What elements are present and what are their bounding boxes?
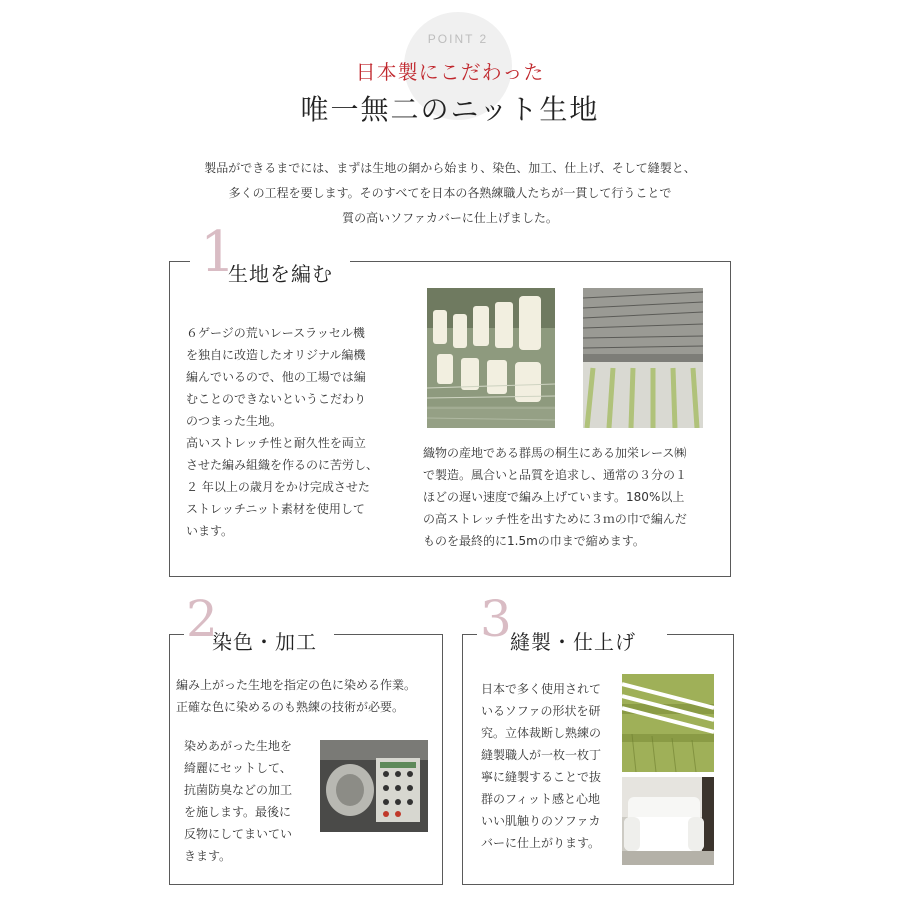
text-line: を独自に改造したオリジナル編機 [186,348,366,362]
white-sofa-photo [622,777,714,865]
step1-title: 生地を編む [228,262,333,286]
dyeing-machine-photo [320,740,428,832]
section-subtitle: 日本製にこだわった [355,60,545,84]
text-line: ほどの遅い速度で編み上げています。180%以上 [423,490,685,504]
step2-top-text [176,674,438,718]
knitting-machine-photo [427,288,555,428]
text-line: 染めあがった生地を [184,739,293,753]
step1-right-text [423,442,723,552]
text-line: 織物の産地である群馬の桐生にある加栄レース㈱ [423,446,687,460]
text-line: ものを最終的に1.5mの巾まで縮めます。 [423,534,645,548]
text-line: きます。 [184,849,232,863]
text-line: いい肌触りのソファカ [481,814,601,828]
text-line: 日本で多く使用されて [481,682,602,696]
text-line: います。 [186,524,234,538]
text-line: バーに仕上がります。 [481,836,601,850]
sewn-fabric-photo [622,674,714,772]
text-line: の高ストレッチ性を出すために３ｍの巾で編んだ [423,512,687,526]
text-line: ２ 年以上の歳月をかけ完成させた [186,480,370,494]
text-line: 編み上がった生地を指定の色に染める作業。 [176,678,417,692]
section-title: 唯一無二のニット生地 [300,93,600,126]
step1-left-text [186,322,406,542]
step1-number: 1 [200,220,236,285]
text-line: のつまった生地。 [186,414,283,428]
step2-left-text [184,735,314,867]
step3-left-text [481,678,621,854]
text-line: で製造。風合いと品質を追求し、通常の３分の１ [423,468,688,482]
text-line: 抗菌防臭などの加工 [184,783,293,797]
intro-line: 質の高いソファカバーに仕上げました。 [342,211,558,225]
text-line: 群のフィット感と心地 [481,792,601,806]
text-line: を施します。最後に [184,805,292,819]
step2-title: 染色・加工 [212,630,317,654]
text-line: させた編み組織を作るのに苦労し、 [186,458,379,472]
text-line: ストレッチニット素材を使用して [186,502,365,516]
text-line: いるソファの形状を研 [481,704,601,718]
text-line: 縫製職人が一枚一枚丁 [481,748,602,762]
step2-number: 2 [186,590,218,648]
text-line: 編んでいるので、他の工場では編 [186,370,366,384]
intro-line: 多くの工程を要します。そのすべてを日本の各熟練職人たちが一貫して行うことで [228,186,672,200]
point-label: POINT 2 [427,32,489,46]
step3-title: 縫製・仕上げ [510,630,636,654]
step3-number: 3 [480,590,512,648]
text-line: 正確な色に染めるのも熟練の技術が必要。 [176,700,405,714]
text-line: むことのできないというこだわり [186,392,367,406]
lace-fabric-photo [583,288,703,428]
intro-text [0,156,900,231]
text-line: 反物にしてまいてい [184,827,293,841]
text-line: 高いストレッチ性と耐久性を両立 [186,436,366,450]
text-line: 綺麗にセットして、 [184,761,292,775]
text-line: 寧に縫製することで抜 [481,770,602,784]
text-line: ６ゲージの荒いレースラッセル機 [186,326,365,340]
intro-line: 製品ができるまでには、まずは生地の網から始まり、染色、加工、仕上げ、そして縫製と、 [204,161,696,175]
text-line: 究。立体裁断し熟練の [481,726,602,740]
